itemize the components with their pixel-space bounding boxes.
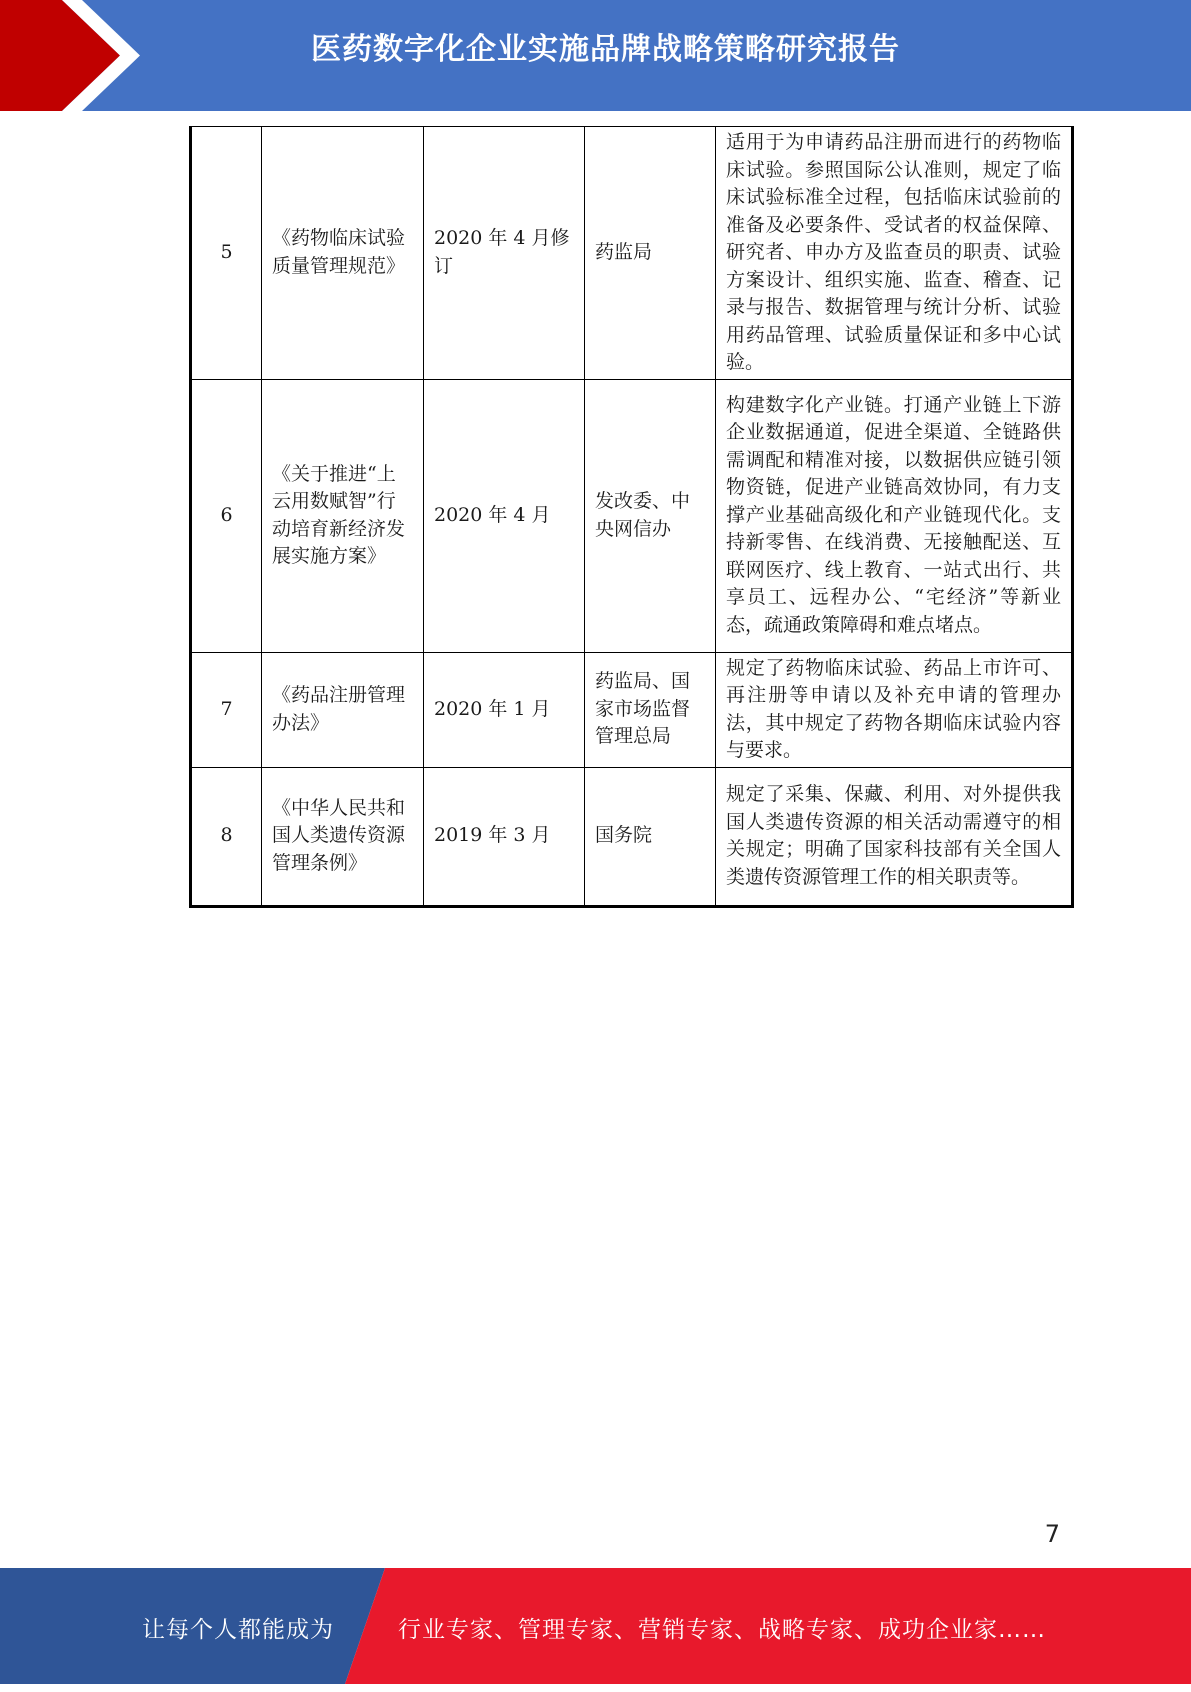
page-footer xyxy=(0,1568,1191,1684)
issue-date: 2020 年 4 月修订 xyxy=(424,127,585,380)
policy-name: 《关于推进“上云用数赋智”行动培育新经济发展实施方案》 xyxy=(262,379,424,652)
issue-date: 2019 年 3 月 xyxy=(424,767,585,906)
issuing-department: 国务院 xyxy=(585,767,716,906)
policy-content: 规定了采集、保藏、利用、对外提供我国人类遗传资源的相关活动需遵守的相关规定；明确了国家科技部有关全国人类遗传资源管理工作的相关职责等。 xyxy=(716,767,1073,906)
policy-content: 适用于为申请药品注册而进行的药物临床试验。参照国际公认准则，规定了临床试验标准全过程，包括临床试验前的准备及必要条件、受试者的权益保障、研究者、申办方及监查员的职责、试验方案设计、组织实施、监查、稽查、记录与报告、数据管理与统计分析、试验用药品管理、试验质量保证和多中心试验。 xyxy=(716,127,1073,380)
page-header xyxy=(0,0,1191,111)
footer-slogan-right: 行业专家、管理专家、营销专家、战略专家、成功企业家…… xyxy=(398,1617,1046,1643)
table-row xyxy=(191,767,1073,906)
table-row xyxy=(191,652,1073,767)
policy-table-container xyxy=(189,126,1071,908)
cut-off-text-remnant xyxy=(262,117,380,123)
table-row xyxy=(191,379,1073,652)
policy-content: 构建数字化产业链。打通产业链上下游企业数据通道，促进全渠道、全链路供需调配和精准对接，以数据供应链引领物资链，促进产业链高效协同，有力支撑产业基础高级化和产业链现代化。支持新零售、在线消费、无接触配送、互联网医疗、线上教育、一站式出行、共享员工、远程办公、“宅经济”等新业态，疏通政策障碍和难点堵点。 xyxy=(716,379,1073,652)
row-number: 5 xyxy=(191,127,262,380)
row-number: 7 xyxy=(191,652,262,767)
issue-date: 2020 年 4 月 xyxy=(424,379,585,652)
policy-content: 规定了药物临床试验、药品上市许可、再注册等申请以及补充申请的管理办法，其中规定了药物各期临床试验内容与要求。 xyxy=(716,652,1073,767)
issuing-department: 发改委、中央网信办 xyxy=(585,379,716,652)
table-row xyxy=(191,127,1073,380)
policy-name: 《药品注册管理办法》 xyxy=(262,652,424,767)
footer-slogan-left: 让每个人都能成为 xyxy=(142,1617,334,1643)
issuing-department: 药监局、国家市场监督管理总局 xyxy=(585,652,716,767)
issue-date: 2020 年 1 月 xyxy=(424,652,585,767)
page-number: 7 xyxy=(1044,1520,1060,1548)
row-number: 8 xyxy=(191,767,262,906)
policy-table xyxy=(189,126,1074,908)
policy-name: 《药物临床试验质量管理规范》 xyxy=(262,127,424,380)
issuing-department: 药监局 xyxy=(585,127,716,380)
report-title: 医药数字化企业实施品牌战略策略研究报告 xyxy=(311,32,900,67)
policy-name: 《中华人民共和国人类遗传资源管理条例》 xyxy=(262,767,424,906)
row-number: 6 xyxy=(191,379,262,652)
